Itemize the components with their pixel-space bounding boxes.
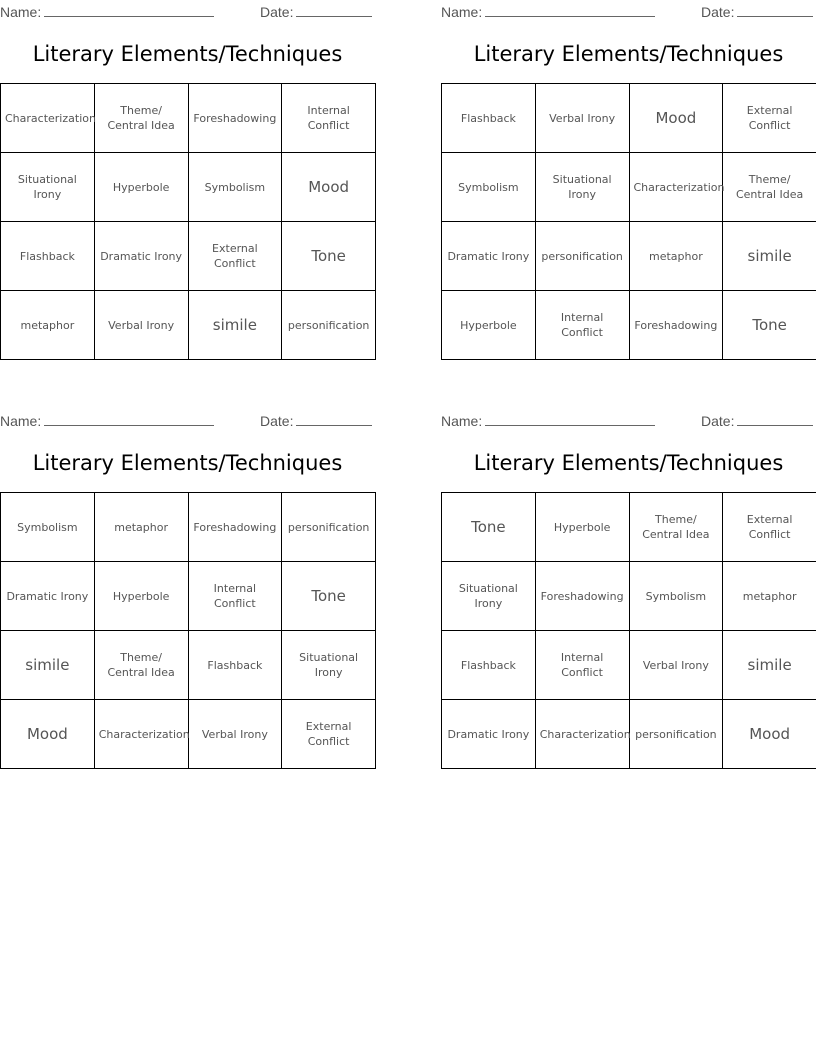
grid-cell: Flashback xyxy=(442,631,536,700)
name-blank xyxy=(485,411,655,426)
bingo-grid xyxy=(0,83,376,360)
grid-cell: metaphor xyxy=(1,291,95,360)
grid-row xyxy=(442,153,816,222)
grid-cell: Hyperbole xyxy=(535,493,629,562)
bingo-grid xyxy=(0,492,376,769)
grid-cell: Internal Conflict xyxy=(282,84,376,153)
grid-row xyxy=(442,84,816,153)
name-field xyxy=(441,411,655,429)
grid-cell: metaphor xyxy=(629,222,723,291)
grid-cell: Foreshadowing xyxy=(535,562,629,631)
grid-cell: personification xyxy=(282,291,376,360)
date-label: Date: xyxy=(260,413,294,429)
grid-row xyxy=(1,562,376,631)
grid-row xyxy=(442,700,816,769)
grid-cell: personification xyxy=(629,700,723,769)
grid-cell: Dramatic Irony xyxy=(442,222,536,291)
grid-cell: Hyperbole xyxy=(442,291,536,360)
card-header xyxy=(441,409,816,431)
date-field xyxy=(701,411,813,429)
name-label: Name: xyxy=(441,413,483,429)
grid-row xyxy=(1,493,376,562)
grid-cell: Verbal Irony xyxy=(188,700,282,769)
grid-cell: Characterization xyxy=(535,700,629,769)
grid-cell: Characterization xyxy=(1,84,95,153)
date-label: Date: xyxy=(701,4,735,20)
grid-row xyxy=(1,631,376,700)
date-label: Date: xyxy=(701,413,735,429)
grid-row xyxy=(442,222,816,291)
grid-cell: Tone xyxy=(723,291,816,360)
grid-row xyxy=(442,291,816,360)
grid-cell: Symbolism xyxy=(442,153,536,222)
date-field xyxy=(701,2,813,20)
grid-cell: External Conflict xyxy=(282,700,376,769)
grid-cell: Theme/ Central Idea xyxy=(94,84,188,153)
card-title: Literary Elements/Techniques xyxy=(32,42,343,66)
grid-cell: Situational Irony xyxy=(535,153,629,222)
date-blank xyxy=(737,2,813,17)
grid-row xyxy=(1,291,376,360)
grid-cell: personification xyxy=(535,222,629,291)
name-blank xyxy=(44,2,214,17)
grid-cell: simile xyxy=(723,222,816,291)
name-label: Name: xyxy=(0,4,42,20)
grid-cell: Characterization xyxy=(94,700,188,769)
grid-cell: Symbolism xyxy=(188,153,282,222)
grid-cell: Theme/ Central Idea xyxy=(94,631,188,700)
date-label: Date: xyxy=(260,4,294,20)
grid-row xyxy=(1,153,376,222)
grid-cell: Dramatic Irony xyxy=(94,222,188,291)
bingo-grid xyxy=(441,83,816,360)
date-field xyxy=(260,411,372,429)
grid-cell: Characterization xyxy=(629,153,723,222)
card-title: Literary Elements/Techniques xyxy=(473,451,784,475)
grid-cell: Situational Irony xyxy=(282,631,376,700)
grid-cell: Hyperbole xyxy=(94,562,188,631)
grid-cell: Foreshadowing xyxy=(629,291,723,360)
grid-cell: Theme/ Central Idea xyxy=(629,493,723,562)
card-header xyxy=(0,409,375,431)
grid-cell: External Conflict xyxy=(723,84,816,153)
grid-cell: External Conflict xyxy=(723,493,816,562)
name-field xyxy=(441,2,655,20)
grid-cell: metaphor xyxy=(94,493,188,562)
name-blank xyxy=(485,2,655,17)
grid-row xyxy=(1,222,376,291)
grid-cell: Tone xyxy=(442,493,536,562)
grid-cell: personification xyxy=(282,493,376,562)
grid-cell: Internal Conflict xyxy=(535,291,629,360)
grid-cell: Verbal Irony xyxy=(629,631,723,700)
grid-row xyxy=(1,700,376,769)
grid-cell: Foreshadowing xyxy=(188,493,282,562)
grid-cell: Internal Conflict xyxy=(535,631,629,700)
grid-cell: Flashback xyxy=(1,222,95,291)
grid-cell: Foreshadowing xyxy=(188,84,282,153)
bingo-card-3 xyxy=(0,409,375,748)
grid-cell: Verbal Irony xyxy=(535,84,629,153)
card-header xyxy=(441,0,816,22)
name-field xyxy=(0,411,214,429)
grid-cell: Verbal Irony xyxy=(94,291,188,360)
name-blank xyxy=(44,411,214,426)
bingo-card-4 xyxy=(441,409,816,743)
grid-row xyxy=(442,493,816,562)
grid-row xyxy=(442,562,816,631)
grid-cell: simile xyxy=(1,631,95,700)
card-header xyxy=(0,0,375,22)
date-field xyxy=(260,2,372,20)
grid-cell: metaphor xyxy=(723,562,816,631)
grid-cell: Theme/ Central Idea xyxy=(723,153,816,222)
grid-cell: Tone xyxy=(282,222,376,291)
card-title: Literary Elements/Techniques xyxy=(473,42,784,66)
date-blank xyxy=(296,2,372,17)
grid-cell: simile xyxy=(188,291,282,360)
grid-cell: Hyperbole xyxy=(94,153,188,222)
grid-cell: simile xyxy=(723,631,816,700)
name-label: Name: xyxy=(441,4,483,20)
grid-cell: Situational Irony xyxy=(442,562,536,631)
grid-cell: External Conflict xyxy=(188,222,282,291)
grid-cell: Internal Conflict xyxy=(188,562,282,631)
bingo-card-2 xyxy=(441,0,816,339)
bingo-grid xyxy=(441,492,816,769)
name-field xyxy=(0,2,214,20)
grid-cell: Mood xyxy=(723,700,816,769)
grid-cell: Mood xyxy=(1,700,95,769)
grid-cell: Dramatic Irony xyxy=(1,562,95,631)
grid-row xyxy=(442,631,816,700)
grid-cell: Flashback xyxy=(188,631,282,700)
date-blank xyxy=(296,411,372,426)
grid-cell: Tone xyxy=(282,562,376,631)
grid-cell: Mood xyxy=(282,153,376,222)
grid-row xyxy=(1,84,376,153)
grid-cell: Situational Irony xyxy=(1,153,95,222)
grid-cell: Mood xyxy=(629,84,723,153)
bingo-card-1 xyxy=(0,0,375,334)
grid-cell: Flashback xyxy=(442,84,536,153)
grid-cell: Symbolism xyxy=(629,562,723,631)
grid-cell: Symbolism xyxy=(1,493,95,562)
name-label: Name: xyxy=(0,413,42,429)
grid-cell: Dramatic Irony xyxy=(442,700,536,769)
date-blank xyxy=(737,411,813,426)
card-title: Literary Elements/Techniques xyxy=(32,451,343,475)
